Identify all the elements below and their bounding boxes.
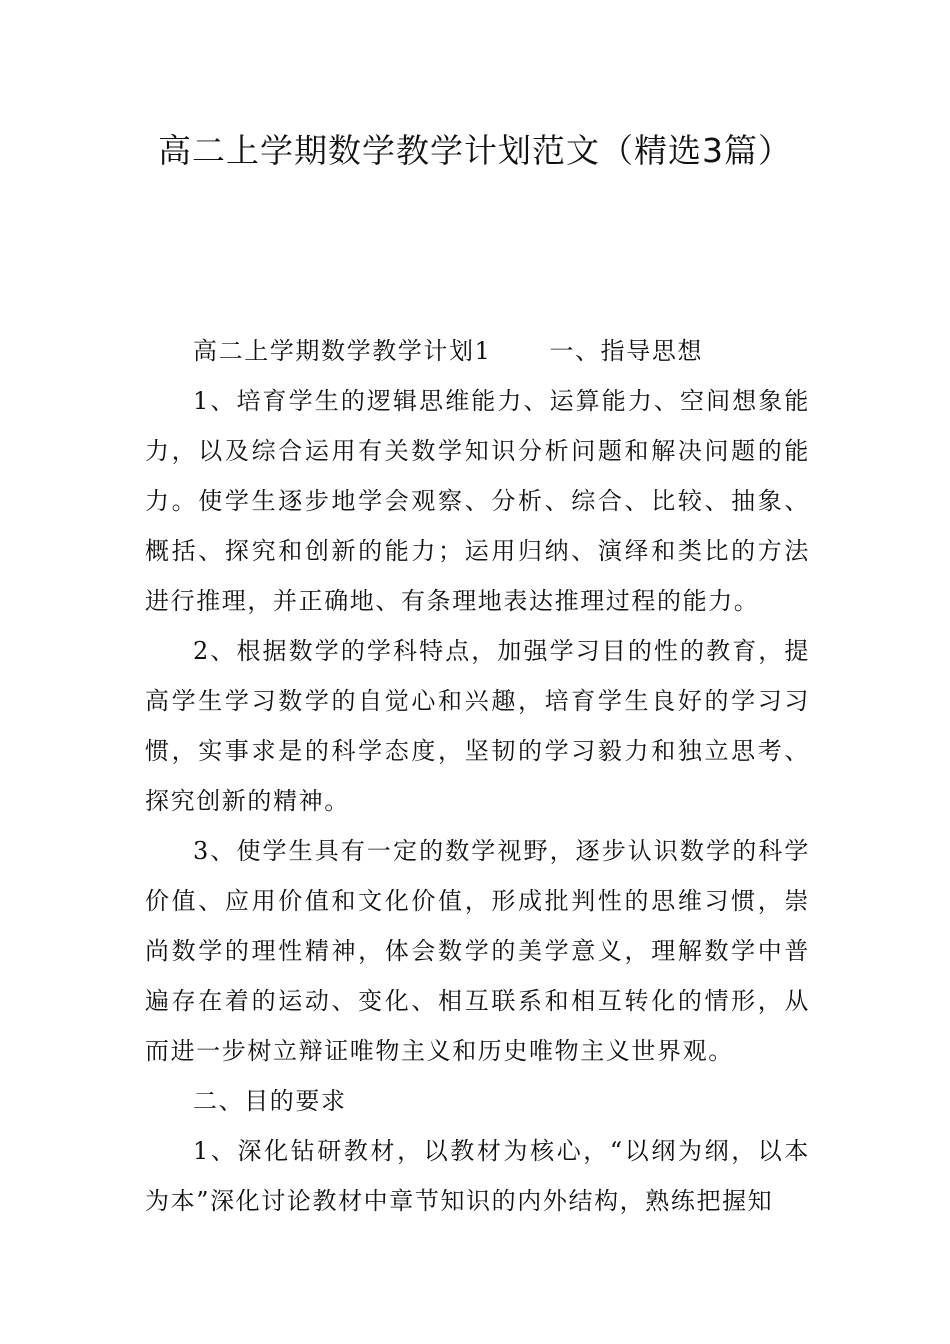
section1-heading: 一、指导思想	[549, 337, 704, 365]
document-body	[145, 326, 810, 1226]
paragraph-2: 2、根据数学的学科特点，加强学习目的性的教育，提高学生学习数学的自觉心和兴趣，培育学生良好的学习习惯，实事求是的科学态度，坚韧的学习毅力和独立思考、探究创新的精神。	[145, 637, 810, 815]
paragraph-1: 1、培育学生的逻辑思维能力、运算能力、空间想象能力，以及综合运用有关数学知识分析问题和解决问题的能力。使学生逐步地学会观察、分析、综合、比较、抽象、概括、探究和创新的能力；运用归纳、演绎和类比的方法进行推理，并正确地、有条理地表达推理过程的能力。	[145, 387, 810, 615]
plan-heading: 高二上学期数学教学计划1	[193, 337, 492, 365]
section2-paragraph: 1、深化钻研教材，以教材为核心，“以纲为纲，以本为本”深化讨论教材中章节知识的内外结构，熟练把握知	[145, 1137, 810, 1215]
section2-heading: 二、目的要求	[193, 1087, 347, 1115]
paragraph-3: 3、使学生具有一定的数学视野，逐步认识数学的科学价值、应用价值和文化价值，形成批判性的思维习惯，崇尚数学的理性精神，体会数学的美学意义，理解数学中普遍存在着的运动、变化、相互联系和相互转化的情形，从而进一步树立辩证唯物主义和历史唯物主义世界观。	[145, 837, 810, 1065]
document-title: 高二上学期数学教学计划范文（精选3篇）	[158, 131, 792, 170]
first-line	[145, 326, 810, 376]
